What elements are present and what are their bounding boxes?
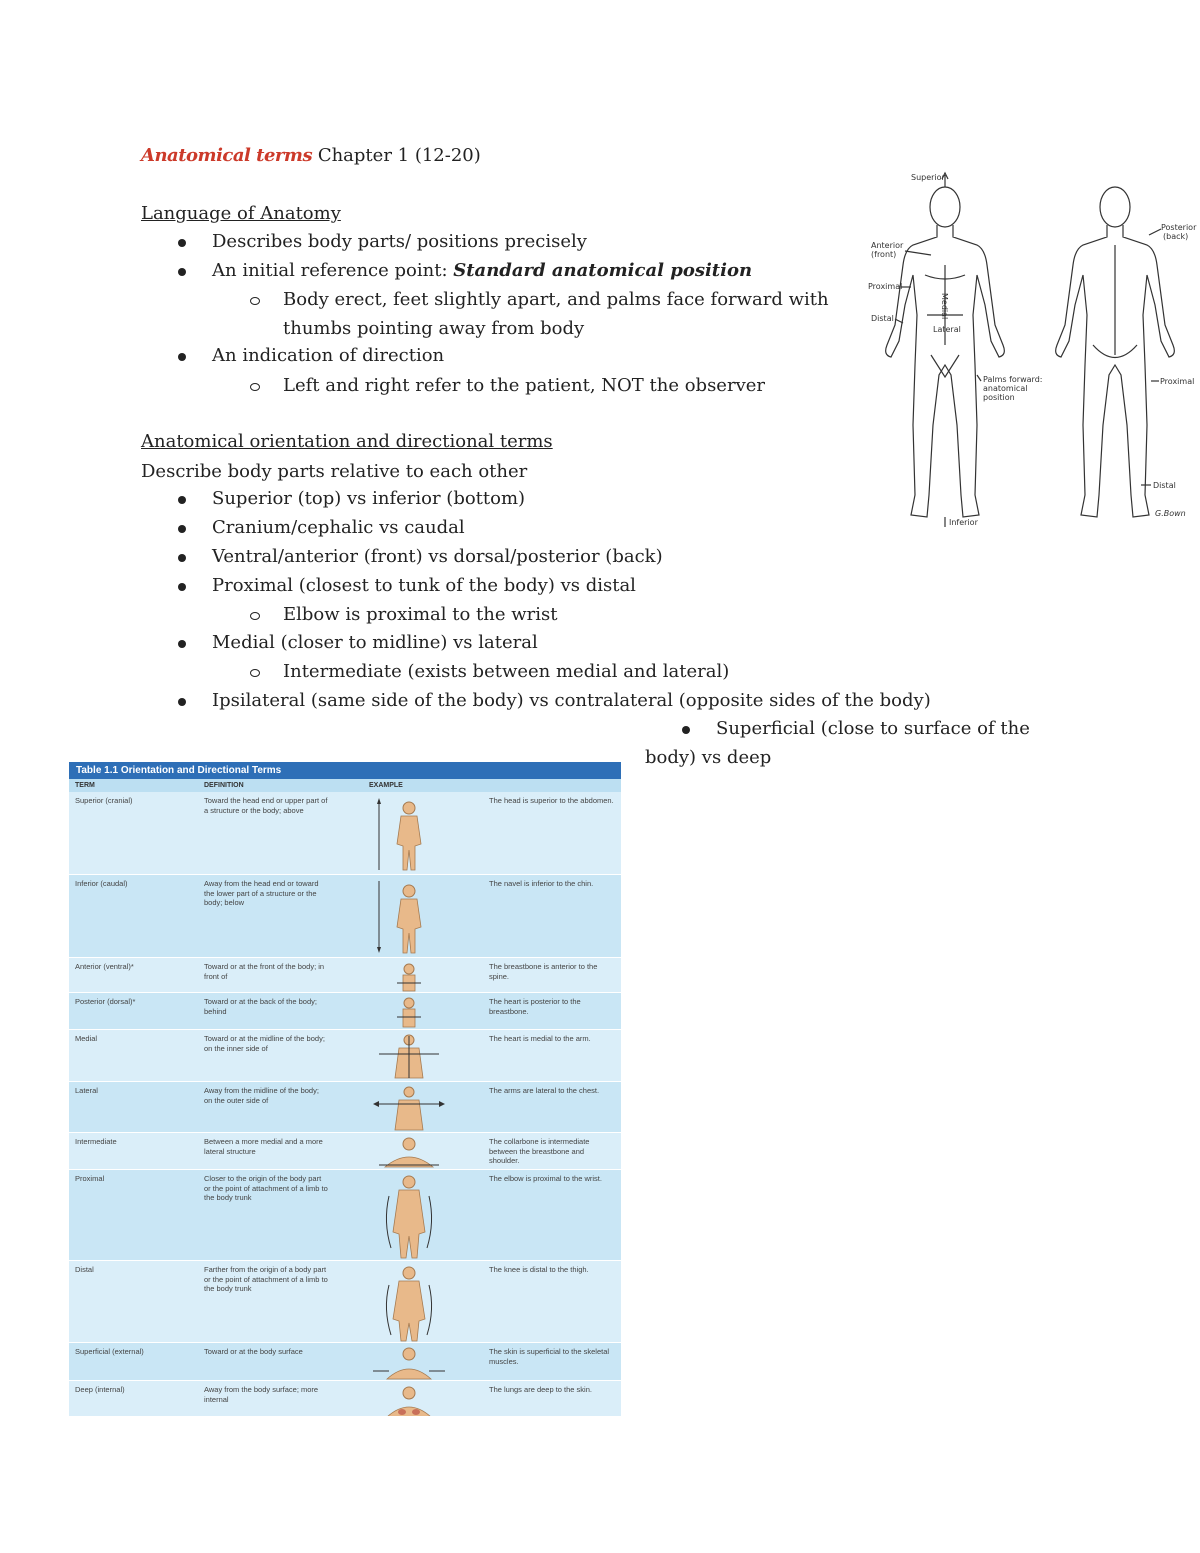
table-row bbox=[69, 792, 621, 875]
bullet-medial: Medial (closer to midline) vs lateral bbox=[212, 632, 538, 653]
sub-bullet-circle bbox=[250, 612, 260, 620]
table-row bbox=[69, 993, 621, 1030]
label-proximal-right: Proximal bbox=[1160, 377, 1195, 386]
section-heading-language: Language of Anatomy bbox=[141, 203, 341, 224]
col-term-header: TERM bbox=[75, 782, 95, 789]
row-definition: Toward or at the back of the body; behind bbox=[204, 997, 317, 1016]
label-back: (back) bbox=[1163, 232, 1189, 241]
table-row bbox=[69, 1170, 621, 1261]
table-row bbox=[69, 1082, 621, 1133]
sub-bullet-elbow: Elbow is proximal to the wrist bbox=[283, 604, 558, 625]
bullet-dot bbox=[178, 353, 186, 361]
bullet-ipsilateral: Ipsilateral (same side of the body) vs contralateral (opposite sides of the body) bbox=[212, 690, 931, 711]
bullet-superficial: Superficial (close to surface of the bbox=[716, 718, 1030, 739]
anterior-figure-icon bbox=[369, 960, 449, 992]
row-term: Superior (cranial) bbox=[75, 796, 133, 805]
reference-point-label: An initial reference point: bbox=[212, 260, 454, 281]
row-definition: Toward or at the body surface bbox=[204, 1347, 303, 1356]
section-intro: Describe body parts relative to each other bbox=[141, 461, 528, 482]
row-term: Intermediate bbox=[75, 1137, 117, 1146]
row-definition: Away from the midline of the body; on the outer side of bbox=[204, 1086, 319, 1105]
row-term: Posterior (dorsal)* bbox=[75, 997, 136, 1006]
row-example: The collarbone is intermediate between the breastbone and shoulder. bbox=[489, 1137, 590, 1165]
bullet-dot bbox=[682, 726, 690, 734]
table-row bbox=[69, 875, 621, 958]
row-example: The navel is inferior to the chin. bbox=[489, 879, 594, 888]
bullet-dot bbox=[178, 583, 186, 591]
bullet-ventral: Ventral/anterior (front) vs dorsal/posterior (back) bbox=[212, 546, 663, 567]
row-example: The head is superior to the abdomen. bbox=[489, 796, 614, 805]
row-definition: Toward the head end or upper part of a structure or the body; above bbox=[204, 796, 328, 815]
row-term: Proximal bbox=[75, 1174, 105, 1183]
label-front: (front) bbox=[871, 250, 897, 259]
sub-bullet-left-right: Left and right refer to the patient, NOT the observer bbox=[283, 375, 765, 396]
standard-position-emphasis: Standard anatomical position bbox=[453, 260, 753, 281]
superior-figure-icon bbox=[369, 794, 449, 874]
anatomical-position-figure bbox=[865, 165, 1195, 535]
row-term: Superficial (external) bbox=[75, 1347, 144, 1356]
document-title bbox=[141, 146, 481, 166]
col-definition-header: DEFINITION bbox=[204, 782, 244, 789]
medial-figure-icon bbox=[369, 1032, 449, 1080]
bullet-reference-point bbox=[212, 261, 752, 281]
sub-bullet-circle bbox=[250, 297, 260, 305]
row-term: Deep (internal) bbox=[75, 1385, 125, 1394]
label-lateral: Lateral bbox=[933, 325, 961, 334]
label-posterior: Posterior bbox=[1161, 223, 1197, 232]
row-term: Anterior (ventral)* bbox=[75, 962, 134, 971]
posterior-figure-icon bbox=[369, 995, 449, 1029]
sub-bullet-body-erect-cont: thumbs pointing away from body bbox=[283, 318, 585, 339]
table-row bbox=[69, 1343, 621, 1381]
row-term: Lateral bbox=[75, 1086, 98, 1095]
row-example: The skin is superficial to the skeletal muscles. bbox=[489, 1347, 610, 1366]
row-term: Inferior (caudal) bbox=[75, 879, 128, 888]
row-example: The breastbone is anterior to the spine. bbox=[489, 962, 598, 981]
row-definition: Toward or at the front of the body; in front of bbox=[204, 962, 325, 981]
row-definition: Away from the head end or toward the lower part of a structure or the body; below bbox=[204, 879, 319, 907]
row-example: The heart is posterior to the breastbone. bbox=[489, 997, 581, 1016]
row-example: The heart is medial to the arm. bbox=[489, 1034, 591, 1043]
row-example: The knee is distal to the thigh. bbox=[489, 1265, 589, 1274]
section-heading-orientation: Anatomical orientation and directional terms bbox=[141, 431, 553, 452]
label-medial: Medial bbox=[940, 293, 949, 320]
lateral-figure-icon bbox=[369, 1084, 449, 1132]
row-term: Medial bbox=[75, 1034, 98, 1043]
bullet-dot bbox=[178, 525, 186, 533]
sub-bullet-circle bbox=[250, 383, 260, 391]
bullet-dot bbox=[178, 640, 186, 648]
row-definition: Toward or at the midline of the body; on the inner side of bbox=[204, 1034, 325, 1053]
deep-figure-icon bbox=[369, 1383, 449, 1416]
table-row bbox=[69, 958, 621, 993]
proximal-figure-icon bbox=[369, 1172, 449, 1260]
table-header bbox=[69, 779, 621, 792]
intermediate-figure-icon bbox=[369, 1135, 449, 1169]
bullet-direction: An indication of direction bbox=[212, 345, 445, 366]
label-anterior: Anterior bbox=[871, 241, 904, 250]
table-row bbox=[69, 1261, 621, 1343]
illustrator-signature: G.Bown bbox=[1155, 509, 1186, 518]
inferior-figure-icon bbox=[369, 877, 449, 957]
title-chapter: Chapter 1 (12-20) bbox=[317, 145, 481, 166]
row-term: Distal bbox=[75, 1265, 94, 1274]
bullet-dot bbox=[178, 698, 186, 706]
label-proximal-left: Proximal bbox=[868, 282, 903, 291]
title-colored: Anatomical terms bbox=[141, 145, 313, 166]
col-example-header: EXAMPLE bbox=[369, 782, 403, 789]
label-position: position bbox=[983, 393, 1015, 402]
bullet-dot bbox=[178, 496, 186, 504]
row-example: The elbow is proximal to the wrist. bbox=[489, 1174, 602, 1183]
sub-bullet-body-erect: Body erect, feet slightly apart, and palms face forward with bbox=[283, 289, 829, 310]
bullet-dot bbox=[178, 239, 186, 247]
row-definition: Closer to the origin of the body part or the point of attachment of a limb to the body trunk bbox=[204, 1174, 328, 1202]
label-palms-forward: Palms forward: bbox=[983, 375, 1043, 384]
table-row bbox=[69, 1133, 621, 1170]
superficial-figure-icon bbox=[369, 1345, 449, 1380]
label-superior: Superior bbox=[911, 173, 945, 182]
bullet-dot bbox=[178, 268, 186, 276]
bullet-dot bbox=[178, 554, 186, 562]
distal-figure-icon bbox=[369, 1263, 449, 1343]
row-definition: Away from the body surface; more internal bbox=[204, 1385, 319, 1404]
row-example: The lungs are deep to the skin. bbox=[489, 1385, 592, 1394]
row-definition: Farther from the origin of a body part or the point of attachment of a limb to the body trunk bbox=[204, 1265, 328, 1293]
label-inferior: Inferior bbox=[949, 518, 978, 527]
body-outline-illustration bbox=[865, 165, 1195, 535]
bullet-superior: Superior (top) vs inferior (bottom) bbox=[212, 488, 526, 509]
bullet-superficial-cont: body) vs deep bbox=[645, 747, 772, 768]
table-row bbox=[69, 1381, 621, 1416]
label-anatomical: anatomical bbox=[983, 384, 1028, 393]
row-definition: Between a more medial and a more lateral structure bbox=[204, 1137, 323, 1156]
row-example: The arms are lateral to the chest. bbox=[489, 1086, 600, 1095]
orientation-terms-table bbox=[69, 762, 621, 1416]
table-title: Table 1.1 Orientation and Directional Terms bbox=[69, 762, 621, 779]
bullet-describes: Describes body parts/ positions precisely bbox=[212, 231, 587, 252]
bullet-cranium: Cranium/cephalic vs caudal bbox=[212, 517, 465, 538]
label-distal-right: Distal bbox=[1153, 481, 1176, 490]
table-row bbox=[69, 1030, 621, 1082]
sub-bullet-circle bbox=[250, 669, 260, 677]
label-distal-left: Distal bbox=[871, 314, 894, 323]
sub-bullet-intermediate: Intermediate (exists between medial and lateral) bbox=[283, 661, 730, 682]
bullet-proximal: Proximal (closest to tunk of the body) vs distal bbox=[212, 575, 636, 596]
